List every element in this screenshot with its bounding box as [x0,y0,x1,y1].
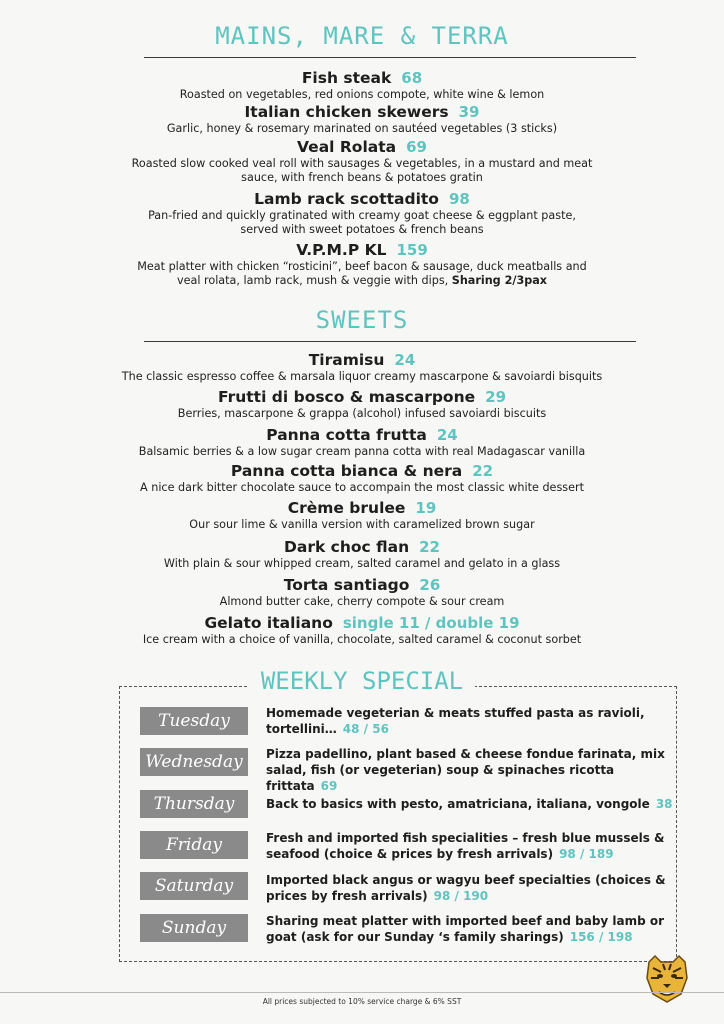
special-price: 156 / 198 [569,930,633,944]
item-name: Lamb rack scottadito [254,190,439,208]
item-desc: Our sour lime & vanilla version with caramelized brown sugar [189,518,535,531]
item-price: 24 [394,351,416,369]
item-desc-bold: Sharing 2/3pax [451,274,548,287]
weekly-special-title: WEEKLY SPECIAL [249,667,475,695]
menu-item [40,137,684,185]
day-badge-wednesday: Wednesday [140,748,248,776]
footer-note: All prices subjected to 10% service charge & 6% SST [262,997,462,1006]
day-badge-friday: Friday [140,831,248,859]
sweets-title: SWEETS [315,306,409,334]
item-price: 159 [396,241,428,259]
item-price: 69 [406,138,427,156]
mains-rule [144,57,636,58]
special-price: 69 [320,779,338,793]
item-price: 26 [419,576,441,594]
item-desc: Ice cream with a choice of vanilla, chocolate, salted caramel & coconut sorbet [142,633,582,646]
menu-item [40,189,684,237]
special-desc [266,913,676,945]
special-desc [266,705,676,737]
item-price: 22 [472,462,494,480]
special-desc-text: Back to basics with pesto, amatriciana, italiana, vongole [266,797,650,811]
special-desc-text: Imported black angus or wagyu beef specialties (choices & prices by fresh arrivals) [266,873,666,903]
item-name: Fish steak [301,69,392,87]
footer-rule [0,992,724,993]
menu-item [40,575,684,609]
special-desc [266,872,676,904]
item-desc-text: Meat platter with chicken “rosticini”, beef bacon & sausage, duck meatballs and veal rolata, lamb rack, mush & veggie with dips, [137,260,587,287]
item-name: Veal Rolata [297,138,397,156]
special-desc-text: Homemade vegeterian & meats stuffed pasta as ravioli, tortellini… [266,706,645,736]
item-desc [40,260,684,288]
special-desc-text: Fresh and imported fish specialities – fresh blue mussels & seafood (choice & prices by fresh arrivals) [266,831,665,861]
item-name: Italian chicken skewers [244,103,449,121]
item-name: Panna cotta frutta [266,426,427,444]
item-price: 98 [448,190,470,208]
menu-item [40,613,684,647]
item-name: Tiramisu [308,351,385,369]
day-badge-thursday: Thursday [140,790,248,818]
item-name: Gelato italiano [204,614,333,632]
menu-item [40,498,684,532]
item-desc: The classic espresso coffee & marsala liquor creamy mascarpone & savoiardi bisquits [121,370,603,383]
item-price: 24 [436,426,458,444]
special-desc [266,746,676,794]
special-desc [266,796,676,812]
special-desc-text: Sharing meat platter with imported beef and baby lamb or goat (ask for our Sunday ‘s family sharings) [266,914,665,944]
day-badge-sunday: Sunday [140,914,248,942]
item-name: Panna cotta bianca & nera [230,462,463,480]
special-price: 38 [655,797,673,811]
item-desc: Balsamic berries & a low sugar cream panna cotta with real Madagascar vanilla [138,445,586,458]
menu-item [40,68,684,102]
day-badge-tuesday: Tuesday [140,707,248,735]
weekly-special-title-wrap [0,667,724,695]
item-name: V.P.M.P KL [296,241,387,259]
menu-item [40,387,684,421]
item-desc: Garlic, honey & rosemary marinated on sautéed vegetables (3 sticks) [166,122,558,135]
item-desc: Roasted on vegetables, red onions compote, white wine & lemon [179,88,545,101]
menu-item [40,240,684,288]
item-desc: Roasted slow cooked veal roll with sausages & vegetables, in a mustard and meat sauce, with french beans & potatoes gratin [131,157,593,184]
special-price: 48 / 56 [342,722,389,736]
day-badge-saturday: Saturday [140,872,248,900]
item-desc: With plain & sour whipped cream, salted caramel and gelato in a glass [163,557,561,570]
menu-item [40,461,684,495]
item-price: single 11 / double 19 [342,614,520,632]
item-name: Crème brulee [287,499,406,517]
menu-item [40,425,684,459]
menu-item [40,350,684,384]
item-desc: Almond butter cake, cherry compote & sour cream [219,595,505,608]
item-desc: Pan-fried and quickly gratinated with creamy goat cheese & eggplant paste, served with sweet potatoes & french beans [148,209,576,236]
special-desc [266,830,676,862]
item-desc: A nice dark bitter chocolate sauce to accompain the most classic white dessert [140,481,584,494]
item-price: 39 [458,103,480,121]
item-price: 19 [415,499,437,517]
sweets-rule [144,341,636,342]
item-price: 22 [419,538,440,556]
special-price: 98 / 189 [559,847,614,861]
item-name: Dark choc flan [284,538,410,556]
item-price: 68 [401,69,423,87]
item-name: Frutti di bosco & mascarpone [217,388,476,406]
special-price: 98 / 190 [433,889,489,903]
special-desc-text: Pizza padellino, plant based & cheese fondue farinata, mix salad, fish (or vegeterian) soup & spinaches ricotta frittata [266,747,665,793]
item-name: Torta santiago [283,576,410,594]
item-desc: Berries, mascarpone & grappa (alcohol) infused savoiardi biscuits [177,407,547,420]
mains-title: MAINS, MARE & TERRA [215,22,509,50]
menu-item [40,102,684,136]
item-price: 29 [485,388,507,406]
menu-item [40,537,684,571]
